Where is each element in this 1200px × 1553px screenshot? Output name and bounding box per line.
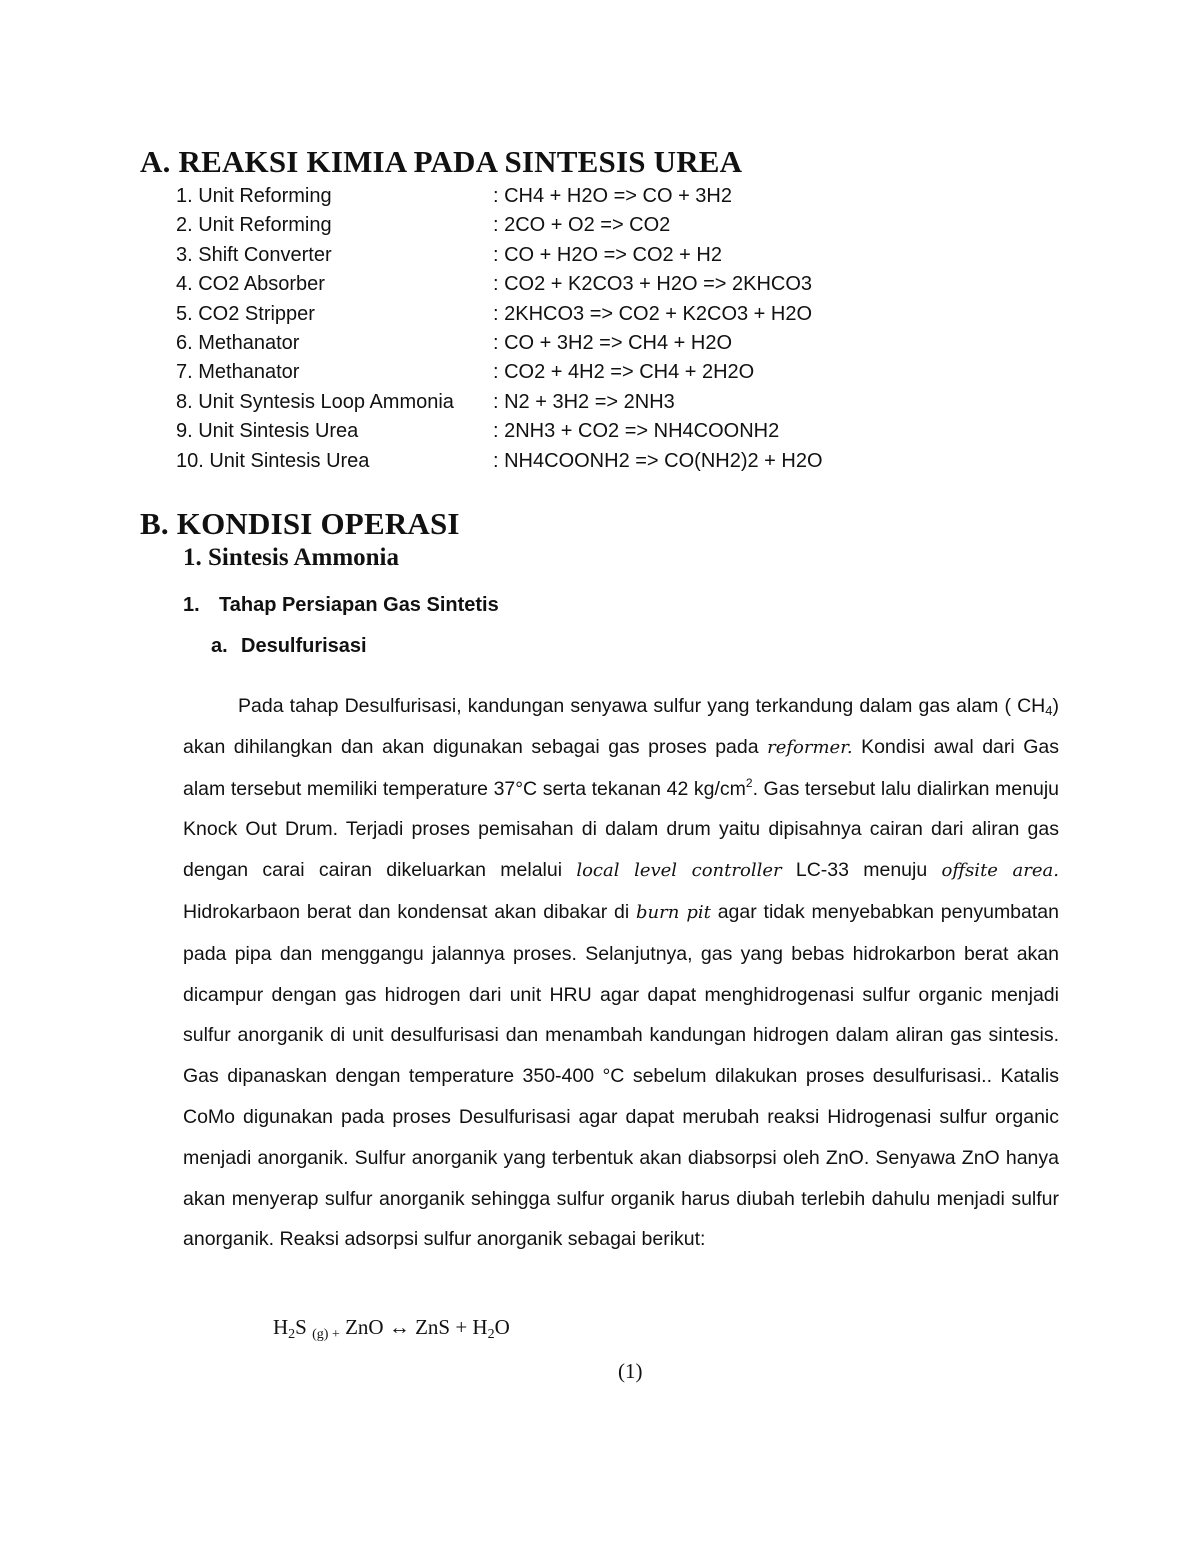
substep-number: a. [211, 635, 228, 657]
reaction-label: 2. Unit Reforming [176, 214, 332, 237]
equation-part: O [494, 1315, 510, 1339]
reaction-row [176, 183, 936, 212]
paragraph-text: Pada tahap Desulfurisasi, kandungan senyawa sulfur yang terkandung dalam gas alam ( CH [238, 695, 1046, 717]
equation-subscript: (g) + [312, 1327, 340, 1342]
section-b-title: B. KONDISI OPERASI [140, 506, 460, 541]
equation-number: (1) [618, 1359, 643, 1383]
reaction-label: 4. CO2 Absorber [176, 273, 325, 296]
paragraph-text: Hidrokarbaon berat dan kondensat akan dibakar di [183, 900, 636, 923]
reaction-row [176, 359, 936, 388]
reaction-row [176, 418, 936, 447]
equation-subscript: 2 [288, 1327, 296, 1342]
reaction-label: 1. Unit Reforming [176, 185, 332, 207]
reaction-row [176, 389, 936, 418]
reaction-equation: : 2CO + O2 => CO2 [493, 214, 671, 237]
equation-part: S [295, 1315, 313, 1339]
italic-term: local level controller [576, 860, 782, 882]
equation-part: H [273, 1315, 289, 1339]
substep-heading [211, 633, 367, 659]
reaction-row [176, 448, 936, 477]
reaction-equation: : CH4 + H2O => CO + 3H2 [493, 185, 732, 207]
step-number: 1. [183, 594, 200, 616]
equation-subscript: 2 [487, 1327, 495, 1342]
italic-term: offsite area. [941, 860, 1059, 882]
reaction-equation: : N2 + 3H2 => 2NH3 [493, 390, 675, 413]
reaction-equation: : CO + H2O => CO2 + H2 [493, 243, 722, 266]
reaction-row [176, 330, 936, 359]
superscript: 2 [745, 775, 753, 790]
italic-term: burn pit [636, 901, 711, 923]
reaction-list [176, 183, 936, 477]
body-paragraph [183, 686, 1059, 1260]
reaction-equation: : CO2 + K2CO3 + H2O => 2KHCO3 [493, 273, 813, 296]
subsection-title: 1. Sintesis Ammonia [183, 544, 400, 571]
reaction-row [176, 271, 936, 300]
reaction-label: 9. Unit Sintesis Urea [176, 420, 359, 443]
reaction-label: 5. CO2 Stripper [176, 302, 315, 325]
paragraph-text: LC-33 menuju [781, 859, 942, 882]
paragraph-text: Kondisi awal dari Gas alam tersebut memiliki temperature 37°C serta tekanan 42 kg/cm [183, 735, 1059, 800]
step-heading [183, 592, 499, 618]
reaction-label: 3. Shift Converter [176, 243, 332, 266]
paragraph-text: . Gas tersebut lalu dialirkan menuju Knock Out Drum. Terjadi proses pemisahan di dalam drum yaitu dipisahnya cairan dari aliran gas dengan carai cairan dikeluarkan melalui [183, 777, 1059, 882]
reaction-equation: : 2NH3 + CO2 => NH4COONH2 [493, 420, 780, 443]
step-title: Tahap Persiapan Gas Sintetis [219, 594, 499, 616]
chemical-equation [273, 1313, 510, 1341]
reaction-equation: : CO + 3H2 => CH4 + H2O [493, 331, 732, 354]
substep-title: Desulfurisasi [241, 635, 367, 657]
reaction-label: 6. Methanator [176, 331, 300, 354]
reaction-row [176, 242, 936, 271]
equation-part: ZnO ↔ ZnS + H [339, 1315, 488, 1339]
reaction-row [176, 301, 936, 330]
reaction-row [176, 212, 936, 241]
reaction-equation: : NH4COONH2 => CO(NH2)2 + H2O [493, 449, 823, 472]
section-a-title: A. REAKSI KIMIA PADA SINTESIS UREA [140, 144, 743, 179]
reaction-label: 7. Methanator [176, 361, 300, 384]
reaction-label: 10. Unit Sintesis Urea [176, 449, 370, 472]
subscript: 4 [1045, 703, 1053, 718]
reaction-equation: : 2KHCO3 => CO2 + K2CO3 + H2O [493, 302, 813, 325]
reaction-label: 8. Unit Syntesis Loop Ammonia [176, 390, 454, 413]
reaction-equation: : CO2 + 4H2 => CH4 + 2H2O [493, 361, 755, 384]
italic-term: reformer. [767, 736, 853, 758]
paragraph-text: ) akan dihilangkan dan akan digunakan sebagai gas proses pada [183, 695, 1059, 758]
paragraph-text: agar tidak menyebabkan penyumbatan pada pipa dan menggangu jalannya proses. Selanjutnya, gas yang bebas hidrokarbon berat akan dicampur dengan gas hidrogen dari unit HRU agar dapat menghidrogenasi sulfur organic menjadi sulfur anorganik di unit desulfurisasi dan menambah kandungan hidrogen dalam aliran gas sintesis. Gas dipanaskan dengan temperature 350-400 °C sebelum dilakukan proses desulfurisasi.. Katalis CoMo digunakan pada proses Desulfurisasi agar dapat merubah reaksi Hidrogenasi sulfur organic menjadi anorganik. Sulfur anorganik yang terbentuk akan diabsorpsi oleh ZnO. Senyawa ZnO hanya akan menyerap sulfur anorganik sehingga sulfur organik harus diubah terlebih dahulu menjadi sulfur anorganik. Reaksi adsorpsi sulfur anorganik sebagai berikut: [183, 900, 1059, 1251]
